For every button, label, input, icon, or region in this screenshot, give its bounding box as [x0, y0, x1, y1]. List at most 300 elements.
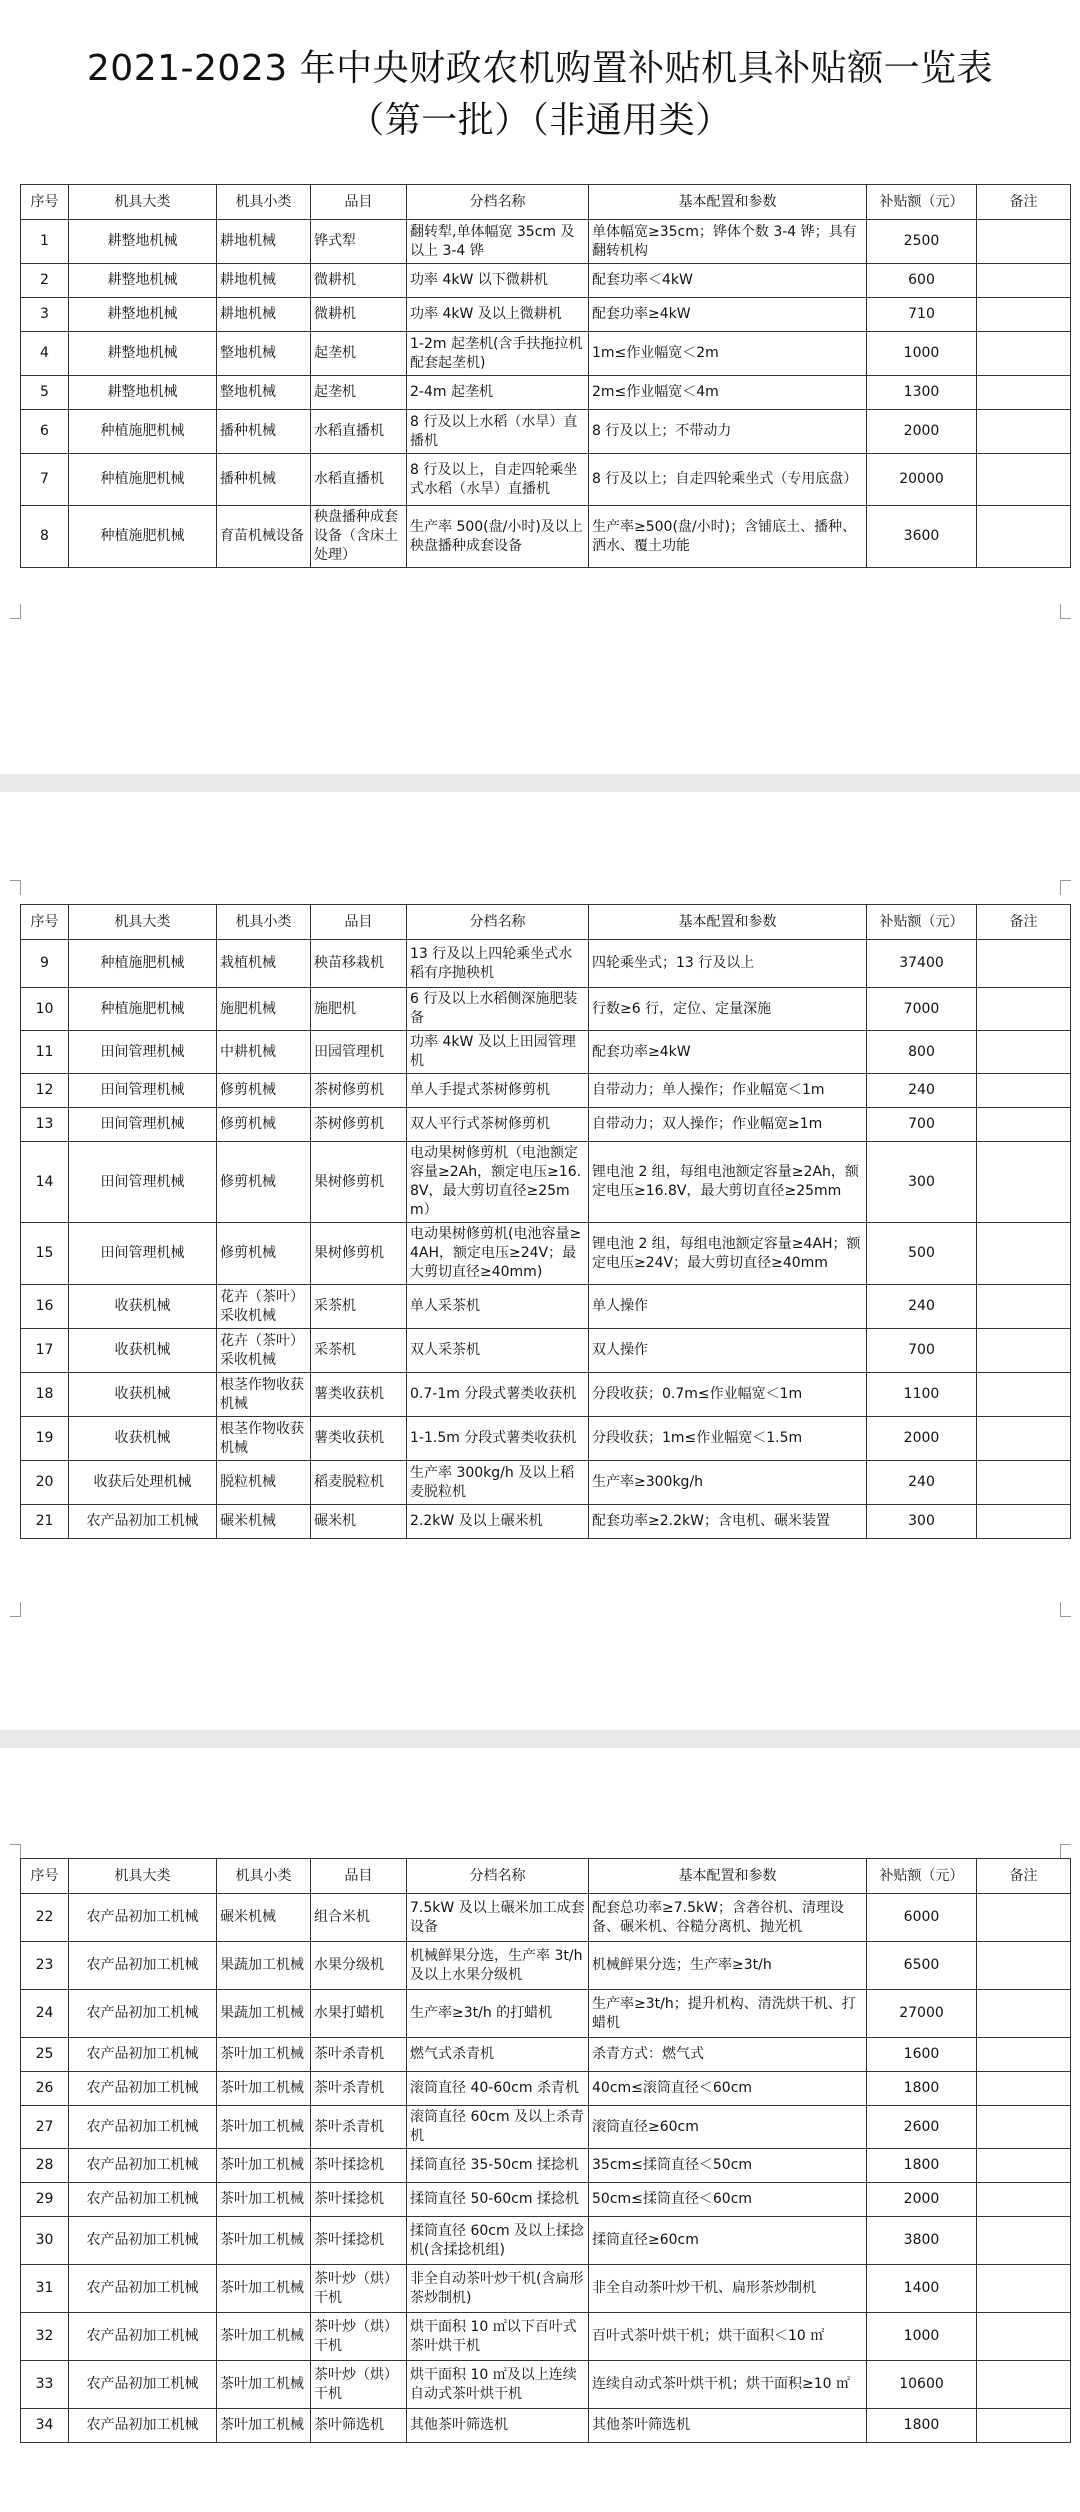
grade-name: 生产率 300kg/h 及以上稻麦脱粒机 [407, 1461, 589, 1505]
remarks [977, 2409, 1071, 2443]
subsidy-amount: 240 [867, 1285, 977, 1329]
machine-subcategory: 栽植机械 [217, 940, 311, 988]
header-row [21, 905, 1071, 940]
machine-category: 耕整地机械 [69, 220, 217, 264]
table-row [21, 220, 1071, 264]
item-name: 微耕机 [311, 298, 407, 332]
remarks [977, 1329, 1071, 1373]
machine-subcategory: 脱粒机械 [217, 1461, 311, 1505]
item-name: 水果打蜡机 [311, 1990, 407, 2038]
machine-category: 种植施肥机械 [69, 506, 217, 568]
grade-name: 功率 4kW 以下微耕机 [407, 264, 589, 298]
column-header: 机具大类 [69, 905, 217, 940]
remarks [977, 1894, 1071, 1942]
basic-config: 分段收获；0.7m≤作业幅宽＜1m [589, 1373, 867, 1417]
grade-name: 机械鲜果分选，生产率 3t/h 及以上水果分级机 [407, 1942, 589, 1990]
machine-category: 田间管理机械 [69, 1031, 217, 1074]
table-row [21, 1990, 1071, 2038]
machine-category: 种植施肥机械 [69, 454, 217, 506]
machine-category: 收获后处理机械 [69, 1461, 217, 1505]
grade-name: 8 行及以上，自走四轮乘坐式水稻（水旱）直播机 [407, 454, 589, 506]
table-row [21, 1108, 1071, 1142]
row-number: 13 [21, 1108, 69, 1142]
row-number: 33 [21, 2361, 69, 2409]
table-row [21, 1223, 1071, 1285]
subsidy-amount: 1100 [867, 1373, 977, 1417]
column-header: 机具大类 [69, 1859, 217, 1894]
item-name: 施肥机 [311, 988, 407, 1031]
row-number: 16 [21, 1285, 69, 1329]
column-header: 基本配置和参数 [589, 905, 867, 940]
column-header: 补贴额（元） [867, 1859, 977, 1894]
subsidy-amount: 1000 [867, 2313, 977, 2361]
grade-name: 揉筒直径 60cm 及以上揉捻机(含揉捻机组) [407, 2217, 589, 2265]
row-number: 21 [21, 1505, 69, 1539]
remarks [977, 1074, 1071, 1108]
remarks [977, 2183, 1071, 2217]
table-row [21, 1142, 1071, 1223]
row-number: 9 [21, 940, 69, 988]
item-name: 茶叶杀青机 [311, 2072, 407, 2106]
machine-category: 农产品初加工机械 [69, 1505, 217, 1539]
grade-name: 电动果树修剪机（电池额定容量≥2Ah，额定电压≥16.8V，最大剪切直径≥25mm） [407, 1142, 589, 1223]
basic-config: 生产率≥500(盘/小时)；含铺底土、播种、洒水、覆土功能 [589, 506, 867, 568]
remarks [977, 332, 1071, 376]
subsidy-amount: 1000 [867, 332, 977, 376]
table-row [21, 1373, 1071, 1417]
subsidy-table-page-2 [20, 904, 1071, 1539]
item-name: 秧苗移栽机 [311, 940, 407, 988]
table-row [21, 376, 1071, 410]
remarks [977, 1142, 1071, 1223]
grade-name: 8 行及以上水稻（水旱）直播机 [407, 410, 589, 454]
item-name: 起垄机 [311, 332, 407, 376]
subsidy-amount: 2000 [867, 2183, 977, 2217]
machine-category: 种植施肥机械 [69, 940, 217, 988]
machine-subcategory: 耕地机械 [217, 220, 311, 264]
remarks [977, 2217, 1071, 2265]
row-number: 24 [21, 1990, 69, 2038]
machine-category: 耕整地机械 [69, 298, 217, 332]
item-name: 稻麦脱粒机 [311, 1461, 407, 1505]
row-number: 6 [21, 410, 69, 454]
document-title-line1: 2021-2023 年中央财政农机购置补贴机具补贴额一览表 [86, 48, 994, 89]
item-name: 水果分级机 [311, 1942, 407, 1990]
row-number: 29 [21, 2183, 69, 2217]
item-name: 碾米机 [311, 1505, 407, 1539]
basic-config: 四轮乘坐式；13 行及以上 [589, 940, 867, 988]
item-name: 田园管理机 [311, 1031, 407, 1074]
basic-config: 配套功率≥4kW [589, 298, 867, 332]
item-name: 水稻直播机 [311, 454, 407, 506]
machine-subcategory: 修剪机械 [217, 1142, 311, 1223]
machine-subcategory: 茶叶加工机械 [217, 2409, 311, 2443]
machine-category: 田间管理机械 [69, 1223, 217, 1285]
row-number: 26 [21, 2072, 69, 2106]
row-number: 3 [21, 298, 69, 332]
machine-subcategory: 果蔬加工机械 [217, 1990, 311, 2038]
subsidy-amount: 6000 [867, 1894, 977, 1942]
machine-subcategory: 修剪机械 [217, 1108, 311, 1142]
subsidy-amount: 500 [867, 1223, 977, 1285]
grade-name: 电动果树修剪机(电池容量≥4AH，额定电压≥24V；最大剪切直径≥40mm) [407, 1223, 589, 1285]
item-name: 薯类收获机 [311, 1373, 407, 1417]
item-name: 果树修剪机 [311, 1223, 407, 1285]
machine-subcategory: 根茎作物收获机械 [217, 1373, 311, 1417]
grade-name: 功率 4kW 及以上微耕机 [407, 298, 589, 332]
subsidy-amount: 2500 [867, 220, 977, 264]
crop-mark [10, 880, 21, 895]
row-number: 27 [21, 2106, 69, 2149]
machine-subcategory: 茶叶加工机械 [217, 2106, 311, 2149]
remarks [977, 940, 1071, 988]
row-number: 32 [21, 2313, 69, 2361]
basic-config: 杀青方式：燃气式 [589, 2038, 867, 2072]
remarks [977, 264, 1071, 298]
machine-subcategory: 播种机械 [217, 454, 311, 506]
item-name: 组合米机 [311, 1894, 407, 1942]
remarks [977, 2265, 1071, 2313]
column-header: 分档名称 [407, 185, 589, 220]
table-row [21, 940, 1071, 988]
item-name: 茶叶揉捻机 [311, 2149, 407, 2183]
machine-category: 农产品初加工机械 [69, 2265, 217, 2313]
subsidy-amount: 37400 [867, 940, 977, 988]
column-header: 补贴额（元） [867, 185, 977, 220]
machine-category: 农产品初加工机械 [69, 1894, 217, 1942]
grade-name: 滚筒直径 40-60cm 杀青机 [407, 2072, 589, 2106]
machine-category: 农产品初加工机械 [69, 2149, 217, 2183]
row-number: 20 [21, 1461, 69, 1505]
grade-name: 13 行及以上四轮乘坐式水稻有序抛秧机 [407, 940, 589, 988]
subsidy-amount: 1600 [867, 2038, 977, 2072]
subsidy-amount: 1800 [867, 2149, 977, 2183]
table-row [21, 410, 1071, 454]
machine-category: 田间管理机械 [69, 1142, 217, 1223]
subsidy-amount: 800 [867, 1031, 977, 1074]
table-row [21, 1461, 1071, 1505]
table-row [21, 1942, 1071, 1990]
machine-subcategory: 果蔬加工机械 [217, 1942, 311, 1990]
grade-name: 揉筒直径 35-50cm 揉捻机 [407, 2149, 589, 2183]
machine-subcategory: 茶叶加工机械 [217, 2217, 311, 2265]
machine-subcategory: 茶叶加工机械 [217, 2361, 311, 2409]
machine-subcategory: 修剪机械 [217, 1074, 311, 1108]
table-row [21, 1074, 1071, 1108]
machine-category: 种植施肥机械 [69, 988, 217, 1031]
basic-config: 35cm≤揉筒直径＜50cm [589, 2149, 867, 2183]
basic-config: 连续自动式茶叶烘干机；烘干面积≥10 ㎡ [589, 2361, 867, 2409]
table-row [21, 2106, 1071, 2149]
row-number: 2 [21, 264, 69, 298]
item-name: 微耕机 [311, 264, 407, 298]
column-header: 品目 [311, 905, 407, 940]
remarks [977, 376, 1071, 410]
table-row [21, 298, 1071, 332]
machine-subcategory: 整地机械 [217, 376, 311, 410]
grade-name: 生产率≥3t/h 的打蜡机 [407, 1990, 589, 2038]
subsidy-amount: 10600 [867, 2361, 977, 2409]
remarks [977, 2361, 1071, 2409]
grade-name: 烘干面积 10 ㎡及以上连续自动式茶叶烘干机 [407, 2361, 589, 2409]
grade-name: 非全自动茶叶炒干机(含扁形茶炒制机) [407, 2265, 589, 2313]
grade-name: 0.7-1m 分段式薯类收获机 [407, 1373, 589, 1417]
grade-name: 单人采茶机 [407, 1285, 589, 1329]
item-name: 铧式犁 [311, 220, 407, 264]
remarks [977, 1461, 1071, 1505]
row-number: 12 [21, 1074, 69, 1108]
machine-subcategory: 碾米机械 [217, 1505, 311, 1539]
table-row [21, 454, 1071, 506]
machine-subcategory: 耕地机械 [217, 264, 311, 298]
table-row [21, 988, 1071, 1031]
row-number: 18 [21, 1373, 69, 1417]
remarks [977, 2313, 1071, 2361]
table-row [21, 2072, 1071, 2106]
machine-subcategory: 茶叶加工机械 [217, 2072, 311, 2106]
table-row [21, 264, 1071, 298]
column-header: 备注 [977, 1859, 1071, 1894]
column-header: 备注 [977, 185, 1071, 220]
item-name: 茶叶筛选机 [311, 2409, 407, 2443]
table-row [21, 2409, 1071, 2443]
column-header: 品目 [311, 1859, 407, 1894]
subsidy-amount: 1800 [867, 2072, 977, 2106]
subsidy-amount: 2000 [867, 410, 977, 454]
item-name: 茶叶炒（烘）干机 [311, 2265, 407, 2313]
subsidy-table-page-1 [20, 184, 1071, 568]
machine-subcategory: 育苗机械设备 [217, 506, 311, 568]
remarks [977, 1505, 1071, 1539]
item-name: 采茶机 [311, 1329, 407, 1373]
grade-name: 双人平行式茶树修剪机 [407, 1108, 589, 1142]
remarks [977, 2038, 1071, 2072]
machine-category: 农产品初加工机械 [69, 2409, 217, 2443]
machine-subcategory: 整地机械 [217, 332, 311, 376]
subsidy-amount: 7000 [867, 988, 977, 1031]
grade-name: 6 行及以上水稻侧深施肥装备 [407, 988, 589, 1031]
machine-subcategory: 中耕机械 [217, 1031, 311, 1074]
remarks [977, 298, 1071, 332]
row-number: 19 [21, 1417, 69, 1461]
subsidy-amount: 1400 [867, 2265, 977, 2313]
table-row [21, 1285, 1071, 1329]
page-separator [0, 774, 1080, 792]
machine-subcategory: 根茎作物收获机械 [217, 1417, 311, 1461]
basic-config: 行数≥6 行，定位、定量深施 [589, 988, 867, 1031]
machine-category: 农产品初加工机械 [69, 2183, 217, 2217]
basic-config: 单人操作 [589, 1285, 867, 1329]
table-row [21, 1329, 1071, 1373]
grade-name: 其他茶叶筛选机 [407, 2409, 589, 2443]
machine-subcategory: 茶叶加工机械 [217, 2265, 311, 2313]
grade-name: 滚筒直径 60cm 及以上杀青机 [407, 2106, 589, 2149]
remarks [977, 454, 1071, 506]
remarks [977, 1417, 1071, 1461]
grade-name: 烘干面积 10 ㎡以下百叶式茶叶烘干机 [407, 2313, 589, 2361]
table-row [21, 1417, 1071, 1461]
grade-name: 1-2m 起垄机(含手扶拖拉机配套起垄机) [407, 332, 589, 376]
document-title-line2: （第一批）（非通用类） [348, 100, 732, 141]
remarks [977, 1223, 1071, 1285]
grade-name: 燃气式杀青机 [407, 2038, 589, 2072]
subsidy-amount: 300 [867, 1142, 977, 1223]
machine-category: 农产品初加工机械 [69, 2038, 217, 2072]
table-row [21, 2313, 1071, 2361]
machine-category: 农产品初加工机械 [69, 1990, 217, 2038]
subsidy-amount: 2000 [867, 1417, 977, 1461]
basic-config: 自带动力；单人操作；作业幅宽＜1m [589, 1074, 867, 1108]
grade-name: 2.2kW 及以上碾米机 [407, 1505, 589, 1539]
basic-config: 分段收获；1m≤作业幅宽＜1.5m [589, 1417, 867, 1461]
row-number: 14 [21, 1142, 69, 1223]
column-header: 品目 [311, 185, 407, 220]
row-number: 17 [21, 1329, 69, 1373]
table-row [21, 2038, 1071, 2072]
machine-category: 耕整地机械 [69, 264, 217, 298]
machine-category: 农产品初加工机械 [69, 2072, 217, 2106]
remarks [977, 1031, 1071, 1074]
basic-config: 其他茶叶筛选机 [589, 2409, 867, 2443]
remarks [977, 1373, 1071, 1417]
basic-config: 揉筒直径≥60cm [589, 2217, 867, 2265]
basic-config: 2m≤作业幅宽＜4m [589, 376, 867, 410]
row-number: 25 [21, 2038, 69, 2072]
remarks [977, 1285, 1071, 1329]
column-header: 序号 [21, 185, 69, 220]
item-name: 水稻直播机 [311, 410, 407, 454]
basic-config: 40cm≤滚筒直径＜60cm [589, 2072, 867, 2106]
subsidy-amount: 3800 [867, 2217, 977, 2265]
basic-config: 50cm≤揉筒直径＜60cm [589, 2183, 867, 2217]
basic-config: 百叶式茶叶烘干机；烘干面积＜10 ㎡ [589, 2313, 867, 2361]
subsidy-amount: 3600 [867, 506, 977, 568]
basic-config: 锂电池 2 组，每组电池额定容量≥2Ah，额定电压≥16.8V，最大剪切直径≥25mm [589, 1142, 867, 1223]
crop-mark [10, 604, 21, 619]
machine-category: 农产品初加工机械 [69, 1942, 217, 1990]
basic-config: 机械鲜果分选；生产率≥3t/h [589, 1942, 867, 1990]
row-number: 1 [21, 220, 69, 264]
grade-name: 7.5kW 及以上碾米加工成套设备 [407, 1894, 589, 1942]
subsidy-amount: 6500 [867, 1942, 977, 1990]
item-name: 茶树修剪机 [311, 1108, 407, 1142]
subsidy-amount: 20000 [867, 454, 977, 506]
crop-mark [1060, 1602, 1071, 1617]
row-number: 28 [21, 2149, 69, 2183]
table-row [21, 2361, 1071, 2409]
header-row [21, 1859, 1071, 1894]
row-number: 11 [21, 1031, 69, 1074]
basic-config: 生产率≥3t/h；提升机构、清洗烘干机、打蜡机 [589, 1990, 867, 2038]
row-number: 7 [21, 454, 69, 506]
row-number: 8 [21, 506, 69, 568]
machine-subcategory: 茶叶加工机械 [217, 2038, 311, 2072]
machine-category: 收获机械 [69, 1285, 217, 1329]
basic-config: 滚筒直径≥60cm [589, 2106, 867, 2149]
subsidy-table-page-3 [20, 1858, 1071, 2443]
subsidy-amount: 240 [867, 1461, 977, 1505]
row-number: 31 [21, 2265, 69, 2313]
machine-category: 农产品初加工机械 [69, 2217, 217, 2265]
table-row [21, 506, 1071, 568]
machine-subcategory: 碾米机械 [217, 1894, 311, 1942]
column-header: 机具小类 [217, 1859, 311, 1894]
item-name: 茶叶炒（烘）干机 [311, 2361, 407, 2409]
basic-config: 配套功率≥4kW [589, 1031, 867, 1074]
machine-subcategory: 施肥机械 [217, 988, 311, 1031]
crop-mark [1060, 604, 1071, 619]
grade-name: 单人手提式茶树修剪机 [407, 1074, 589, 1108]
remarks [977, 220, 1071, 264]
machine-category: 农产品初加工机械 [69, 2106, 217, 2149]
table-row [21, 1894, 1071, 1942]
row-number: 10 [21, 988, 69, 1031]
column-header: 分档名称 [407, 905, 589, 940]
item-name: 茶叶杀青机 [311, 2106, 407, 2149]
machine-category: 农产品初加工机械 [69, 2361, 217, 2409]
row-number: 22 [21, 1894, 69, 1942]
grade-name: 功率 4kW 及以上田园管理机 [407, 1031, 589, 1074]
item-name: 茶树修剪机 [311, 1074, 407, 1108]
item-name: 薯类收获机 [311, 1417, 407, 1461]
basic-config: 非全自动茶叶炒干机、扁形茶炒制机 [589, 2265, 867, 2313]
column-header: 机具小类 [217, 905, 311, 940]
item-name: 茶叶揉捻机 [311, 2183, 407, 2217]
item-name: 果树修剪机 [311, 1142, 407, 1223]
item-name: 茶叶炒（烘）干机 [311, 2313, 407, 2361]
subsidy-amount: 600 [867, 264, 977, 298]
machine-category: 收获机械 [69, 1373, 217, 1417]
column-header: 基本配置和参数 [589, 185, 867, 220]
machine-category: 耕整地机械 [69, 332, 217, 376]
table-row [21, 2149, 1071, 2183]
basic-config: 锂电池 2 组，每组电池额定容量≥4AH；额定电压≥24V；最大剪切直径≥40mm [589, 1223, 867, 1285]
remarks [977, 2149, 1071, 2183]
subsidy-amount: 300 [867, 1505, 977, 1539]
machine-category: 田间管理机械 [69, 1074, 217, 1108]
item-name: 茶叶揉捻机 [311, 2217, 407, 2265]
table-row [21, 1031, 1071, 1074]
remarks [977, 1108, 1071, 1142]
column-header: 分档名称 [407, 1859, 589, 1894]
subsidy-amount: 710 [867, 298, 977, 332]
basic-config: 配套功率＜4kW [589, 264, 867, 298]
table-row [21, 332, 1071, 376]
header-row [21, 185, 1071, 220]
item-name: 秧盘播种成套设备（含床土处理） [311, 506, 407, 568]
grade-name: 1-1.5m 分段式薯类收获机 [407, 1417, 589, 1461]
machine-subcategory: 茶叶加工机械 [217, 2183, 311, 2217]
remarks [977, 1942, 1071, 1990]
item-name: 起垄机 [311, 376, 407, 410]
basic-config: 8 行及以上；不带动力 [589, 410, 867, 454]
row-number: 5 [21, 376, 69, 410]
remarks [977, 2072, 1071, 2106]
basic-config: 配套总功率≥7.5kW；含砻谷机、清理设备、碾米机、谷糙分离机、抛光机 [589, 1894, 867, 1942]
basic-config: 双人操作 [589, 1329, 867, 1373]
subsidy-amount: 240 [867, 1074, 977, 1108]
page-separator [0, 1730, 1080, 1748]
basic-config: 单体幅宽≥35cm；铧体个数 3-4 铧；具有翻转机构 [589, 220, 867, 264]
remarks [977, 1990, 1071, 2038]
grade-name: 双人采茶机 [407, 1329, 589, 1373]
column-header: 机具大类 [69, 185, 217, 220]
grade-name: 揉筒直径 50-60cm 揉捻机 [407, 2183, 589, 2217]
basic-config: 8 行及以上；自走四轮乘坐式（专用底盘） [589, 454, 867, 506]
machine-subcategory: 花卉（茶叶）采收机械 [217, 1329, 311, 1373]
subsidy-amount: 1800 [867, 2409, 977, 2443]
basic-config: 1m≤作业幅宽＜2m [589, 332, 867, 376]
